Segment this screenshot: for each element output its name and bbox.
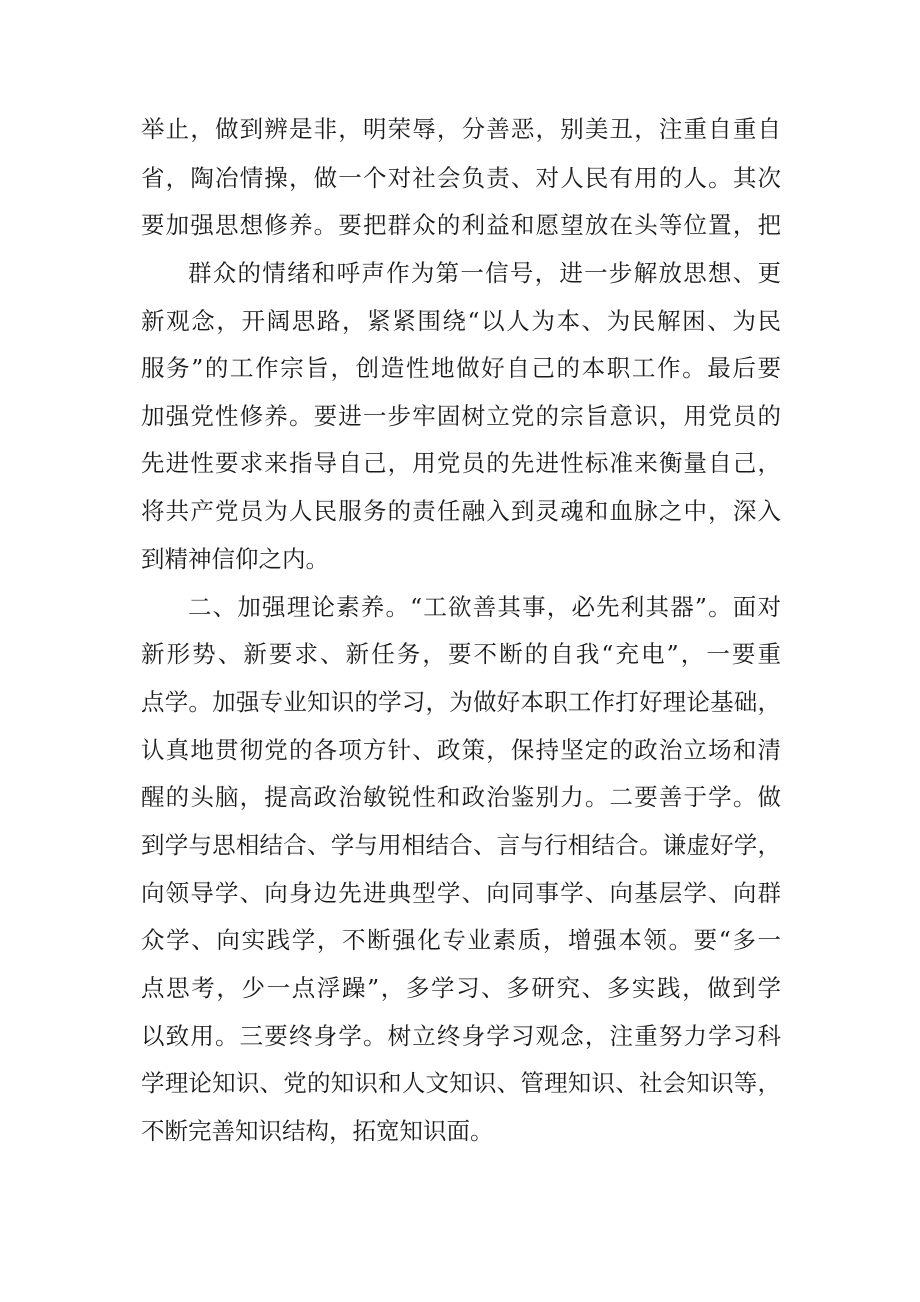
text-line: 向领导学、向身边先进典型学、向同事学、向基层学、向群 [141, 879, 781, 907]
text-line: 要加强思想修养。要把群众的利益和愿望放在头等位置，把 [141, 211, 781, 239]
text-line: 众学、向实践学，不断强化专业素质，增强本领。要“多一 [141, 926, 781, 954]
text-line: 醒的头脑，提高政治敏锐性和政治鉴别力。二要善于学。做 [141, 783, 781, 811]
text-line: 将共产党员为人民服务的责任融入到灵魂和血脉之中，深入 [141, 497, 781, 525]
text-line: 以致用。三要终身学。树立终身学习观念，注重努力学习科 [141, 1022, 781, 1050]
text-line: 服务”的工作宗旨，创造性地做好自己的本职工作。最后要 [141, 354, 781, 382]
text-line: 新形势、新要求、新任务，要不断的自我“充电”，一要重 [141, 640, 781, 668]
text-line: 二、加强理论素养。“工欲善其事，必先利其器”。面对 [188, 593, 781, 621]
text-line: 加强党性修养。要进一步牢固树立党的宗旨意识，用党员的 [141, 402, 781, 430]
text-line: 到精神信仰之内。 [141, 545, 329, 573]
text-line: 省，陶冶情操，做一个对社会负责、对人民有用的人。其次 [141, 164, 781, 192]
text-line: 学理论知识、党的知识和人文知识、管理知识、社会知识等， [141, 1069, 781, 1097]
text-line: 先进性要求来指导自己，用党员的先进性标准来衡量自己， [141, 449, 781, 477]
text-line: 群众的情绪和呼声作为第一信号，进一步解放思想、更 [188, 259, 781, 287]
text-line: 点思考，少一点浮躁”，多学习、多研究、多实践，做到学 [141, 974, 781, 1002]
text-line: 到学与思相结合、学与用相结合、言与行相结合。谦虚好学， [141, 831, 781, 859]
text-line: 举止，做到辨是非，明荣辱，分善恶，别美丑，注重自重自 [141, 115, 781, 143]
text-line: 不断完善知识结构，拓宽知识面。 [141, 1117, 494, 1145]
text-line: 新观念，开阔思路，紧紧围绕“以人为本、为民解困、为民 [141, 307, 781, 335]
text-line: 认真地贯彻党的各项方针、政策，保持坚定的政治立场和清 [141, 736, 781, 764]
text-line: 点学。加强专业知识的学习，为做好本职工作打好理论基础， [141, 688, 781, 716]
